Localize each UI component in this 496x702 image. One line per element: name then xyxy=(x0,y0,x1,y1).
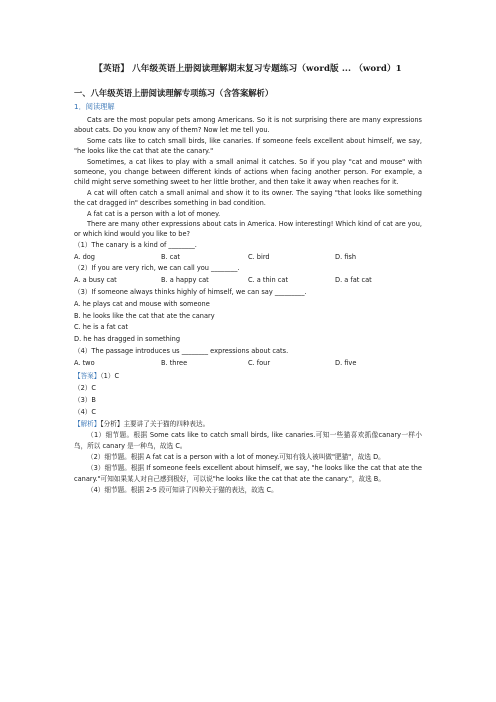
passage-paragraph: Cats are the most popular pets among Americans. So it is not surprising there are many expressions about cats. Do you know any of them? Now let me tell you. xyxy=(74,116,422,135)
option: D. fish xyxy=(335,252,357,261)
answer-block xyxy=(74,370,422,418)
option: A. dog xyxy=(74,252,95,261)
reading-passage xyxy=(74,115,422,240)
option: B. he looks like the cat that ate the canary xyxy=(74,311,215,320)
analysis-intro: 【分析】主要讲了关于猫的四种表达。 xyxy=(100,419,210,428)
question-stem: （1）The canary is a kind of ________. xyxy=(74,240,197,249)
answer-value: （3）B xyxy=(74,395,96,404)
answer-value: （1）C xyxy=(100,371,120,380)
analysis-item: （4）细节题。根据 2-5 段可知讲了四种关于猫的表达，故选 C。 xyxy=(87,485,278,494)
option: A. he plays cat and mouse with someone xyxy=(74,299,210,308)
analysis-item: （2）细节题。根据 A fat cat is a person with a lot of money.可知有钱人被叫做"肥猫"，故选 D。 xyxy=(87,452,385,461)
answer-tag: 【答案】 xyxy=(74,371,101,380)
option: B. a happy cat xyxy=(161,276,209,285)
option: C. a thin cat xyxy=(248,276,289,285)
analysis-item: （1）细节题。根据 Some cats like to catch small birds, like canaries.可知一些猫喜欢抓像canary一样小鸟，所以 canary 是一种鸟，故选 C。 xyxy=(74,430,422,450)
passage-paragraph: Some cats like to catch small birds, like canaries. If someone feels excellent about himself, we say, "he looks like the cat that ate the canary." xyxy=(74,136,422,156)
option-row xyxy=(74,252,422,264)
answer-line xyxy=(74,370,422,382)
passage-paragraph: A cat will often catch a small animal and show it to its owner. The saying "that looks like something the cat dragged in" describes something in bad condition. xyxy=(74,188,422,208)
question-2 xyxy=(74,263,422,287)
question-1 xyxy=(74,240,422,264)
option-row xyxy=(74,275,422,287)
option: D. he has dragged in something xyxy=(74,335,181,344)
option: B. three xyxy=(161,358,188,367)
option: D. five xyxy=(335,358,357,367)
question-3 xyxy=(74,287,422,346)
option-row xyxy=(74,358,422,370)
option: D. a fat cat xyxy=(335,276,372,285)
option: C. bird xyxy=(248,252,270,261)
option: C. he is a fat cat xyxy=(74,323,128,332)
analysis-block xyxy=(74,418,422,496)
option: A. a busy cat xyxy=(74,276,117,285)
question-4 xyxy=(74,346,422,370)
section-heading: 一、八年级英语上册阅读理解专项练习（含答案解析） xyxy=(74,88,274,98)
question-label: 1．阅读理解 xyxy=(74,102,115,111)
option: B. cat xyxy=(161,252,180,261)
question-stem: （3）If someone always thinks highly of himself, we can say _________. xyxy=(74,288,307,297)
analysis-line xyxy=(74,418,422,430)
analysis-tag: 【解析】 xyxy=(74,419,101,428)
question-stem: （4）The passage introduces us ________ expressions about cats. xyxy=(74,347,289,356)
answer-value: （2）C xyxy=(74,383,96,392)
passage-paragraph: Sometimes, a cat likes to play with a small animal it catches. So if you play "cat and mouse" with someone, you change between different kinds of actions when facing another person. For example, a child might serve something sweet to her little brother, and then take it away when reaches for it. xyxy=(74,157,422,187)
answer-value: （4）C xyxy=(74,407,96,416)
option: C. four xyxy=(248,358,271,367)
option: A. two xyxy=(74,358,95,367)
document-title: 【英语】 八年级英语上册阅读理解期末复习专题练习（word版 ... （word）1 xyxy=(94,64,402,74)
analysis-item: （3）细节题。根据 If someone feels excellent about himself, we say, "he looks like the cat that ate the canary."可知如果某人对自己感到极好，可以说"he looks like the cat that ate the canary."，故选 B。 xyxy=(74,463,422,483)
passage-paragraph: There are many other expressions about cats in America. How interesting! Which kind of cat are you, or which kind would you like to be? xyxy=(74,220,422,239)
question-stem: （2）If you are very rich, we can call you ________. xyxy=(74,264,240,273)
passage-paragraph: A fat cat is a person with a lot of money. xyxy=(87,209,221,218)
